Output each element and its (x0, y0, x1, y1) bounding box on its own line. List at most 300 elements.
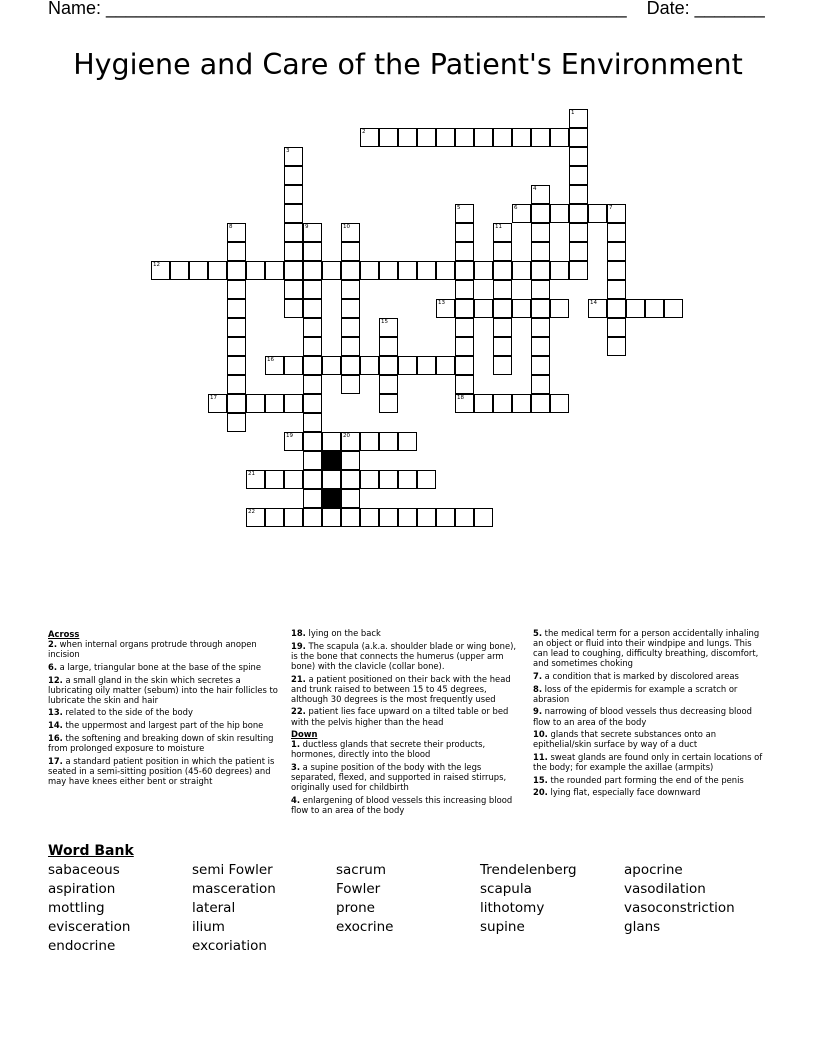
grid-cell[interactable] (607, 242, 626, 261)
grid-cell[interactable] (227, 375, 246, 394)
clue-number: 16. (48, 732, 63, 743)
grid-cell[interactable] (550, 299, 569, 318)
cell-number: 1 (571, 110, 575, 116)
grid-cell[interactable] (436, 508, 455, 527)
grid-cell[interactable] (531, 128, 550, 147)
grid-cell[interactable] (227, 337, 246, 356)
grid-cell[interactable] (417, 508, 436, 527)
grid-cell[interactable] (341, 451, 360, 470)
grid-cell[interactable] (303, 299, 322, 318)
grid-cell[interactable] (170, 261, 189, 280)
grid-cell[interactable] (341, 318, 360, 337)
grid-cell[interactable] (493, 299, 512, 318)
grid-cell[interactable] (531, 337, 550, 356)
cell-number: 7 (609, 205, 613, 211)
grid-cell[interactable] (341, 223, 360, 242)
grid-cell[interactable] (531, 356, 550, 375)
grid-cell[interactable] (398, 128, 417, 147)
clue-number: 12. (48, 674, 63, 685)
grid-cell[interactable] (569, 242, 588, 261)
clue (533, 628, 765, 668)
grid-cell[interactable] (284, 470, 303, 489)
clue-number: 14. (48, 720, 63, 731)
grid-cell[interactable] (265, 356, 284, 375)
grid-cell[interactable] (227, 413, 246, 432)
clue (533, 787, 765, 797)
grid-cell[interactable] (493, 128, 512, 147)
word-bank-item: sacrum (336, 862, 386, 878)
grid-cell[interactable] (341, 280, 360, 299)
grid-cell[interactable] (474, 508, 493, 527)
grid-cell[interactable] (607, 223, 626, 242)
grid-cell[interactable] (303, 318, 322, 337)
grid-cell[interactable] (227, 356, 246, 375)
cell-number: 5 (457, 205, 461, 211)
grid-cell[interactable] (645, 299, 664, 318)
name-field[interactable]: ____________________________________________________ (106, 0, 627, 18)
grid-cell[interactable] (512, 128, 531, 147)
clue-number: 1. (291, 739, 301, 750)
word-bank-item: ilium (192, 919, 225, 935)
across-clue-list-continued (291, 628, 523, 727)
grid-cell[interactable] (474, 261, 493, 280)
clue (291, 795, 523, 815)
clue (291, 739, 523, 759)
grid-cell[interactable] (284, 508, 303, 527)
grid-cell[interactable] (512, 261, 531, 280)
grid-cell[interactable] (303, 375, 322, 394)
grid-cell[interactable] (569, 185, 588, 204)
grid-cell[interactable] (303, 337, 322, 356)
grid-cell[interactable] (493, 280, 512, 299)
grid-cell[interactable] (303, 413, 322, 432)
clue-text: a standard patient position in which the patient is seated in a semi-sitting position (45-60 degrees) and may have knees either bent or straight (48, 755, 275, 786)
clue-text: the uppermost and largest part of the hip bone (62, 720, 264, 731)
word-bank-item: scapula (480, 881, 532, 897)
clue-number: 4. (291, 794, 301, 805)
clue (48, 662, 280, 672)
grid-cell[interactable] (436, 261, 455, 280)
grid-cell[interactable] (208, 261, 227, 280)
grid-cell[interactable] (398, 508, 417, 527)
clues-column-2 (291, 628, 523, 818)
clue (291, 628, 523, 638)
grid-cell[interactable] (284, 394, 303, 413)
word-bank-item: mottling (48, 900, 105, 916)
grid-cell[interactable] (284, 261, 303, 280)
grid-cell[interactable] (417, 128, 436, 147)
grid-cell[interactable] (607, 261, 626, 280)
clue-text: patient lies face upward on a tilted table or bed with the pelvis higher than the head (291, 706, 509, 727)
grid-cell[interactable] (455, 204, 474, 223)
cell-number: 14 (590, 300, 597, 306)
word-bank-item: Trendelenberg (480, 862, 577, 878)
clue-text: the rounded part forming the end of the penis (547, 774, 744, 785)
grid-cell[interactable] (322, 508, 341, 527)
grid-cell[interactable] (303, 261, 322, 280)
date-label: Date: (646, 0, 695, 18)
grid-cell[interactable] (303, 356, 322, 375)
clue (48, 756, 280, 786)
grid-cell[interactable] (227, 318, 246, 337)
grid-cell[interactable] (455, 394, 474, 413)
grid-cell[interactable] (455, 508, 474, 527)
grid-cell[interactable] (208, 394, 227, 413)
word-bank-item: lithotomy (480, 900, 545, 916)
clue-text: The scapula (a.k.a. shoulder blade or wing bone), is the bone that connects the humerus (upper arm bone) with the clavicle (collar bone). (291, 640, 517, 671)
grid-cell[interactable] (531, 299, 550, 318)
grid-cell[interactable] (398, 356, 417, 375)
grid-cell[interactable] (322, 470, 341, 489)
grid-cell[interactable] (341, 261, 360, 280)
clue-text: a small gland in the skin which secretes a lubricating oily matter (sebum) into the hair follicles to lubricate the skin and hair (48, 674, 278, 705)
grid-cell[interactable] (607, 318, 626, 337)
grid-cell[interactable] (303, 394, 322, 413)
grid-cell[interactable] (360, 508, 379, 527)
grid-cell[interactable] (607, 204, 626, 223)
grid-cell[interactable] (341, 432, 360, 451)
grid-cell[interactable] (455, 356, 474, 375)
grid-cell[interactable] (455, 299, 474, 318)
grid-cell[interactable] (531, 280, 550, 299)
grid-cell[interactable] (284, 356, 303, 375)
clue (48, 720, 280, 730)
grid-cell[interactable] (398, 470, 417, 489)
grid-cell[interactable] (398, 432, 417, 451)
grid-cell[interactable] (303, 432, 322, 451)
grid-cell[interactable] (569, 109, 588, 128)
grid-cell[interactable] (493, 261, 512, 280)
grid-cell[interactable] (531, 223, 550, 242)
grid-cell[interactable] (512, 299, 531, 318)
word-bank-item: semi Fowler (192, 862, 273, 878)
grid-cell[interactable] (341, 356, 360, 375)
word-bank (48, 862, 788, 957)
grid-cell[interactable] (569, 147, 588, 166)
word-bank-item: Fowler (336, 881, 381, 897)
grid-cell[interactable] (531, 318, 550, 337)
clue-number: 2. (48, 639, 58, 650)
clue-text: loss of the epidermis for example a scratch or abrasion (533, 683, 738, 704)
cell-number: 8 (229, 224, 233, 230)
word-bank-item: lateral (192, 900, 236, 916)
clue-number: 8. (533, 683, 543, 694)
grid-cell[interactable] (303, 470, 322, 489)
grid-cell[interactable] (265, 470, 284, 489)
grid-cell[interactable] (455, 318, 474, 337)
clue-number: 7. (533, 670, 543, 681)
grid-cell[interactable] (588, 299, 607, 318)
grid-cell[interactable] (550, 204, 569, 223)
grid-cell[interactable] (531, 185, 550, 204)
grid-cell[interactable] (227, 223, 246, 242)
down-clue-list (291, 739, 523, 815)
grid-cell[interactable] (360, 261, 379, 280)
grid-cell[interactable] (607, 299, 626, 318)
grid-cell[interactable] (493, 242, 512, 261)
grid-cell[interactable] (474, 394, 493, 413)
grid-cell[interactable] (474, 128, 493, 147)
grid-cell[interactable] (588, 204, 607, 223)
clue-number: 20. (533, 787, 548, 798)
grid-cell[interactable] (341, 299, 360, 318)
grid-cell[interactable] (227, 280, 246, 299)
grid-cell[interactable] (569, 261, 588, 280)
grid-cell[interactable] (227, 299, 246, 318)
cell-number: 16 (267, 357, 274, 363)
clue (533, 752, 765, 772)
clue-number: 6. (48, 661, 58, 672)
clue-number: 9. (533, 706, 543, 717)
clue (533, 775, 765, 785)
grid-cell[interactable] (265, 394, 284, 413)
grid-cell[interactable] (569, 128, 588, 147)
grid-cell[interactable] (493, 337, 512, 356)
cell-number: 19 (286, 433, 293, 439)
clue (533, 729, 765, 749)
grid-cell[interactable] (227, 242, 246, 261)
clue-number: 15. (533, 774, 548, 785)
name-label: Name: (48, 0, 107, 18)
grid-cell[interactable] (284, 185, 303, 204)
down-heading: Down (291, 729, 318, 740)
grid-cell[interactable] (360, 470, 379, 489)
cell-number: 3 (286, 148, 290, 154)
clue-number: 18. (291, 628, 306, 638)
grid-cell[interactable] (569, 223, 588, 242)
grid-cell[interactable] (379, 318, 398, 337)
grid-cell[interactable] (246, 470, 265, 489)
grid-cell[interactable] (322, 432, 341, 451)
grid-cell[interactable] (417, 261, 436, 280)
clue-text: sweat glands are found only in certain locations of the body; for example the axillae (armpits) (533, 752, 763, 773)
cell-number: 12 (153, 262, 160, 268)
grid-cell[interactable] (341, 508, 360, 527)
grid-cell[interactable] (455, 242, 474, 261)
down-clue-list-continued (533, 628, 765, 798)
grid-cell[interactable] (303, 223, 322, 242)
grid-cell[interactable] (341, 375, 360, 394)
clue (48, 675, 280, 705)
grid-cell[interactable] (436, 356, 455, 375)
grid-cell[interactable] (341, 242, 360, 261)
grid-cell[interactable] (531, 261, 550, 280)
grid-cell[interactable] (455, 337, 474, 356)
word-bank-item: excoriation (192, 938, 267, 954)
clue (533, 671, 765, 681)
clue-number: 21. (291, 673, 306, 684)
grid-cell[interactable] (341, 470, 360, 489)
grid-cell[interactable] (227, 394, 246, 413)
grid-cell[interactable] (303, 489, 322, 508)
clue-number: 13. (48, 707, 63, 718)
clue-text: a supine position of the body with the legs separated, flexed, and supported in raised stirrups, originally used for childbirth (291, 762, 507, 793)
grid-cell[interactable] (379, 128, 398, 147)
grid-cell[interactable] (474, 299, 493, 318)
word-bank-item: exocrine (336, 919, 394, 935)
clue-number: 11. (533, 752, 548, 762)
grid-cell[interactable] (455, 375, 474, 394)
clue-number: 3. (291, 762, 301, 773)
word-bank-item: sabaceous (48, 862, 120, 878)
grid-cell[interactable] (303, 280, 322, 299)
grid-cell[interactable] (531, 242, 550, 261)
clue-text: ductless glands that secrete their products, hormones, directly into the blood (291, 739, 486, 760)
grid-cell[interactable] (265, 261, 284, 280)
clue-number: 22. (291, 706, 306, 717)
word-bank-item: masceration (192, 881, 276, 897)
grid-cell[interactable] (531, 375, 550, 394)
clue (48, 707, 280, 717)
grid-cell[interactable] (303, 508, 322, 527)
cell-number: 17 (210, 395, 217, 401)
clue (291, 762, 523, 792)
grid-cell[interactable] (493, 394, 512, 413)
cell-number: 18 (457, 395, 464, 401)
grid-cell[interactable] (379, 432, 398, 451)
clue (48, 733, 280, 753)
clue-text: lying flat, especially face downward (547, 787, 701, 798)
grid-cell[interactable] (284, 147, 303, 166)
clue (291, 674, 523, 704)
grid-cell[interactable] (284, 432, 303, 451)
grid-cell[interactable] (550, 128, 569, 147)
grid-cell[interactable] (360, 128, 379, 147)
grid-cell[interactable] (569, 166, 588, 185)
grid-cell[interactable] (322, 261, 341, 280)
grid-cell[interactable] (436, 128, 455, 147)
grid-cell[interactable] (455, 261, 474, 280)
cell-number: 21 (248, 471, 255, 477)
grid-cell[interactable] (569, 204, 588, 223)
grid-cell[interactable] (664, 299, 683, 318)
clue-text: narrowing of blood vessels thus decreasing blood flow to an area of the body (533, 706, 752, 727)
clue-text: related to the side of the body (62, 707, 193, 718)
grid-cell[interactable] (284, 242, 303, 261)
grid-cell[interactable] (531, 394, 550, 413)
grid-cell[interactable] (455, 128, 474, 147)
cell-number: 13 (438, 300, 445, 306)
grid-cell[interactable] (322, 356, 341, 375)
grid-cell[interactable] (550, 261, 569, 280)
grid-cell[interactable] (189, 261, 208, 280)
clue-text: a patient positioned on their back with the head and trunk raised to between 15 to 45 degrees, although 30 degrees is the most frequently used (291, 673, 511, 704)
grid-cell[interactable] (303, 242, 322, 261)
grid-cell[interactable] (455, 223, 474, 242)
grid-cell[interactable] (417, 470, 436, 489)
grid-cell[interactable] (284, 223, 303, 242)
clue-text: the medical term for a person accidentally inhaling an object or fluid into their windpipe and lungs. This can lead to coughing, difficulty breathing, discomfort, and sometimes choking (533, 628, 760, 669)
grid-cell[interactable] (341, 337, 360, 356)
grid-cell[interactable] (379, 261, 398, 280)
word-bank-item: vasodilation (624, 881, 706, 897)
across-clue-list (48, 639, 280, 786)
grid-cell[interactable] (379, 508, 398, 527)
clues-column-1 (48, 628, 280, 788)
grid-cell[interactable] (284, 204, 303, 223)
clue (48, 639, 280, 659)
grid-cell[interactable] (607, 337, 626, 356)
clue-text: lying on the back (305, 628, 381, 638)
clue-number: 10. (533, 729, 548, 740)
grid-cell[interactable] (360, 432, 379, 451)
grid-cell[interactable] (303, 451, 322, 470)
grid-cell[interactable] (246, 261, 265, 280)
clue-text: the softening and breaking down of skin resulting from prolonged exposure to moisture (48, 732, 274, 753)
word-bank-item: vasoconstriction (624, 900, 735, 916)
cell-number: 9 (305, 224, 309, 230)
grid-cell[interactable] (284, 299, 303, 318)
clue-text: when internal organs protrude through anopen incision (48, 639, 257, 660)
clue-text: a condition that is marked by discolored areas (542, 670, 739, 681)
grid-cell[interactable] (227, 261, 246, 280)
grid-cell[interactable] (246, 508, 265, 527)
grid-cell[interactable] (379, 375, 398, 394)
grid-cell[interactable] (626, 299, 645, 318)
grid-cell[interactable] (379, 356, 398, 375)
grid-cell[interactable] (379, 394, 398, 413)
word-bank-item: supine (480, 919, 525, 935)
cell-number: 11 (495, 224, 502, 230)
grid-cell[interactable] (493, 223, 512, 242)
grid-cell[interactable] (550, 394, 569, 413)
grid-cell[interactable] (607, 280, 626, 299)
cell-number: 6 (514, 205, 518, 211)
grid-cell[interactable] (284, 280, 303, 299)
grid-cell[interactable] (531, 204, 550, 223)
clue-text: glands that secrete substances onto an epithelial/skin surface by way of a duct (533, 729, 717, 750)
cell-number: 10 (343, 224, 350, 230)
clue-number: 5. (533, 628, 543, 638)
grid-cell[interactable] (398, 261, 417, 280)
grid-cell[interactable] (379, 337, 398, 356)
cell-number: 2 (362, 129, 366, 135)
grid-cell[interactable] (417, 356, 436, 375)
black-cell (322, 489, 341, 508)
grid-cell[interactable] (493, 318, 512, 337)
clue (533, 684, 765, 704)
date-field[interactable]: _______ (694, 0, 765, 18)
grid-cell[interactable] (246, 394, 265, 413)
grid-cell[interactable] (265, 508, 284, 527)
clue-number: 19. (291, 640, 306, 651)
word-bank-item: evisceration (48, 919, 131, 935)
grid-cell[interactable] (493, 356, 512, 375)
clue (533, 706, 765, 726)
grid-cell[interactable] (512, 204, 531, 223)
clue (291, 706, 523, 726)
grid-cell[interactable] (284, 166, 303, 185)
grid-cell[interactable] (151, 261, 170, 280)
grid-cell[interactable] (512, 394, 531, 413)
grid-cell[interactable] (360, 356, 379, 375)
grid-cell[interactable] (436, 299, 455, 318)
word-bank-item: apocrine (624, 862, 683, 878)
cell-number: 20 (343, 433, 350, 439)
word-bank-item: prone (336, 900, 375, 916)
grid-cell[interactable] (379, 470, 398, 489)
clue-text: enlargening of blood vessels this increasing blood flow to an area of the body (291, 794, 513, 816)
cell-number: 15 (381, 319, 388, 325)
grid-cell[interactable] (341, 489, 360, 508)
clue (291, 641, 523, 671)
word-bank-item: aspiration (48, 881, 116, 897)
cell-number: 4 (533, 186, 537, 192)
clue-text: a large, triangular bone at the base of the spine (57, 661, 261, 672)
grid-cell[interactable] (455, 280, 474, 299)
page-title: Hygiene and Care of the Patient's Environment (73, 48, 743, 81)
cell-number: 22 (248, 509, 255, 515)
